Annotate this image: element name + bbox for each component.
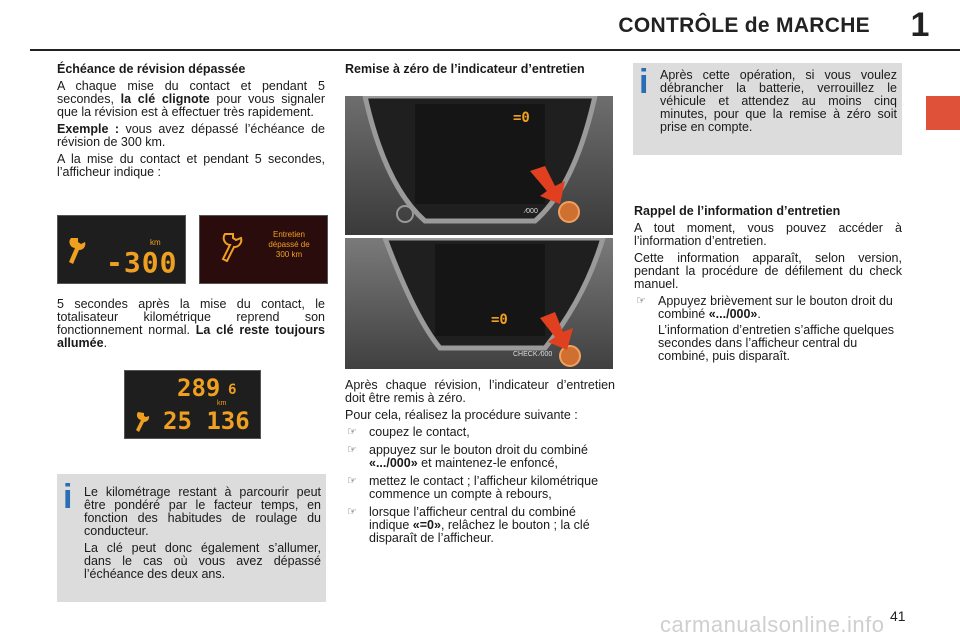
cluster-button-label: CHECK ∕000 (513, 351, 553, 358)
section-heading-reminder: Rappel de l’information d’entretien (634, 204, 841, 218)
left-column-lower (57, 298, 325, 354)
section-heading-overdue: Échéance de révision dépassée (57, 62, 246, 76)
display-odometer-value: 25 136 (163, 407, 250, 435)
overdue-paragraph-3: A la mise du contact et pendant 5 secondes, l’afficheur indique : (57, 152, 325, 179)
instrument-cluster-photo-2 (345, 238, 613, 369)
display-unit-km: km (150, 238, 161, 247)
cluster-photo-2-art (345, 238, 613, 369)
page-number: 41 (890, 608, 906, 624)
normal-operation-paragraph: 5 secondes après la mise du contact, le totalisateur kilométrique reprend son fonctionnement normal. La clé reste toujours allumée. (57, 297, 326, 350)
left-column (57, 63, 325, 183)
pointing-hand-icon: ☞ (347, 475, 357, 487)
right-column-text (634, 205, 902, 368)
overdue-paragraph-1: A chaque mise du contact et pendant 5 secondes, la clé clignote pour vous signaler que la révision est à effectuer très rapidement. (57, 79, 325, 119)
instrument-cluster-photo-1 (345, 96, 613, 235)
reset-step-3: ☞ mettez le contact ; l’afficheur kilométrique commence un compte à rebours, (347, 474, 599, 501)
chapter-number: 1 (910, 6, 930, 44)
reset-step-4: ☞ lorsque l’afficheur central du combiné indique «=0», relâchez le bouton ; la clé disparaît de l’afficheur. (347, 505, 590, 545)
display-trip-value: 289 (177, 374, 221, 402)
cluster-button-label: ∕000 (525, 208, 538, 215)
cluster-photo-1-art (345, 96, 613, 235)
cluster-readout: =0 (513, 110, 530, 126)
info-box-right-text (660, 69, 897, 138)
reset-step-1: ☞ coupez le contact, (347, 425, 470, 439)
info-icon: i (63, 478, 73, 516)
reset-paragraph-1: Après chaque révision, l’indicateur d’entretien doit être remis à zéro. (345, 378, 615, 405)
reset-step-2: ☞ appuyez sur le bouton droit du combiné «.../000» et maintenez-le enfoncé, (347, 443, 588, 470)
middle-column-text (345, 379, 615, 550)
section-heading-reset: Remise à zéro de l’indicateur d’entretien (345, 62, 585, 76)
display-overdue-km (57, 215, 186, 284)
reset-paragraph-2: Pour cela, réalisez la procédure suivante : (345, 408, 578, 422)
info-box-left (57, 474, 326, 602)
info-left-paragraph-2: La clé peut donc également s’allumer, dans le cas où vous avez dépassé l’échéance des deux ans. (84, 541, 321, 581)
watermark: carmanualsonline.info (660, 612, 885, 637)
cluster-readout: =0 (491, 312, 508, 328)
reminder-step-1-detail: L’information d’entretien s’affiche quelques secondes dans l’afficheur central du combiné, puis disparaît. (658, 323, 895, 363)
info-left-paragraph-1: Le kilométrage restant à parcourir peut être pondéré par le facteur temps, en fonction des habitudes de roulage du conducteur. (84, 485, 321, 538)
reminder-step-1: ☞ Appuyez brièvement sur le bouton droit du combiné «.../000». (636, 294, 893, 321)
info-icon: i (639, 63, 649, 101)
reminder-paragraph-2: Cette information apparaît, selon version, pendant la procédure de défilement du check manuel. (634, 251, 902, 291)
reminder-paragraph-1: A tout moment, vous pouvez accéder à l’information d’entretien. (634, 221, 902, 248)
display-trip-decimal: 6 (228, 382, 237, 398)
info-right-paragraph: Après cette opération, si vous voulez débrancher la batterie, verrouillez le véhicule et attendez au moins cinq minutes, pour que la remise à zéro soit prise en compte. (660, 68, 897, 134)
pointing-hand-icon: ☞ (347, 444, 357, 456)
display-text-message: Entretien dépassé de 300 km (268, 230, 310, 259)
overdue-example: Exemple : vous avez dépassé l’échéance de révision de 300 km. (57, 122, 325, 149)
pointing-hand-icon: ☞ (347, 426, 357, 438)
wrench-icon (133, 411, 153, 433)
pointing-hand-icon: ☞ (347, 506, 357, 518)
wrench-icon (65, 236, 87, 266)
display-unit-km: km (217, 400, 227, 407)
display-overdue-text (199, 215, 328, 284)
display-odometer (124, 370, 261, 439)
info-box-right (633, 63, 902, 155)
info-box-left-text (84, 486, 321, 585)
header-divider (30, 49, 960, 51)
display-value-remaining: -300 (106, 246, 178, 279)
page-title: CONTRÔLE de MARCHE (618, 14, 870, 37)
chapter-tab-marker (926, 96, 960, 130)
wrench-icon (218, 232, 244, 262)
pointing-hand-icon: ☞ (636, 295, 646, 307)
